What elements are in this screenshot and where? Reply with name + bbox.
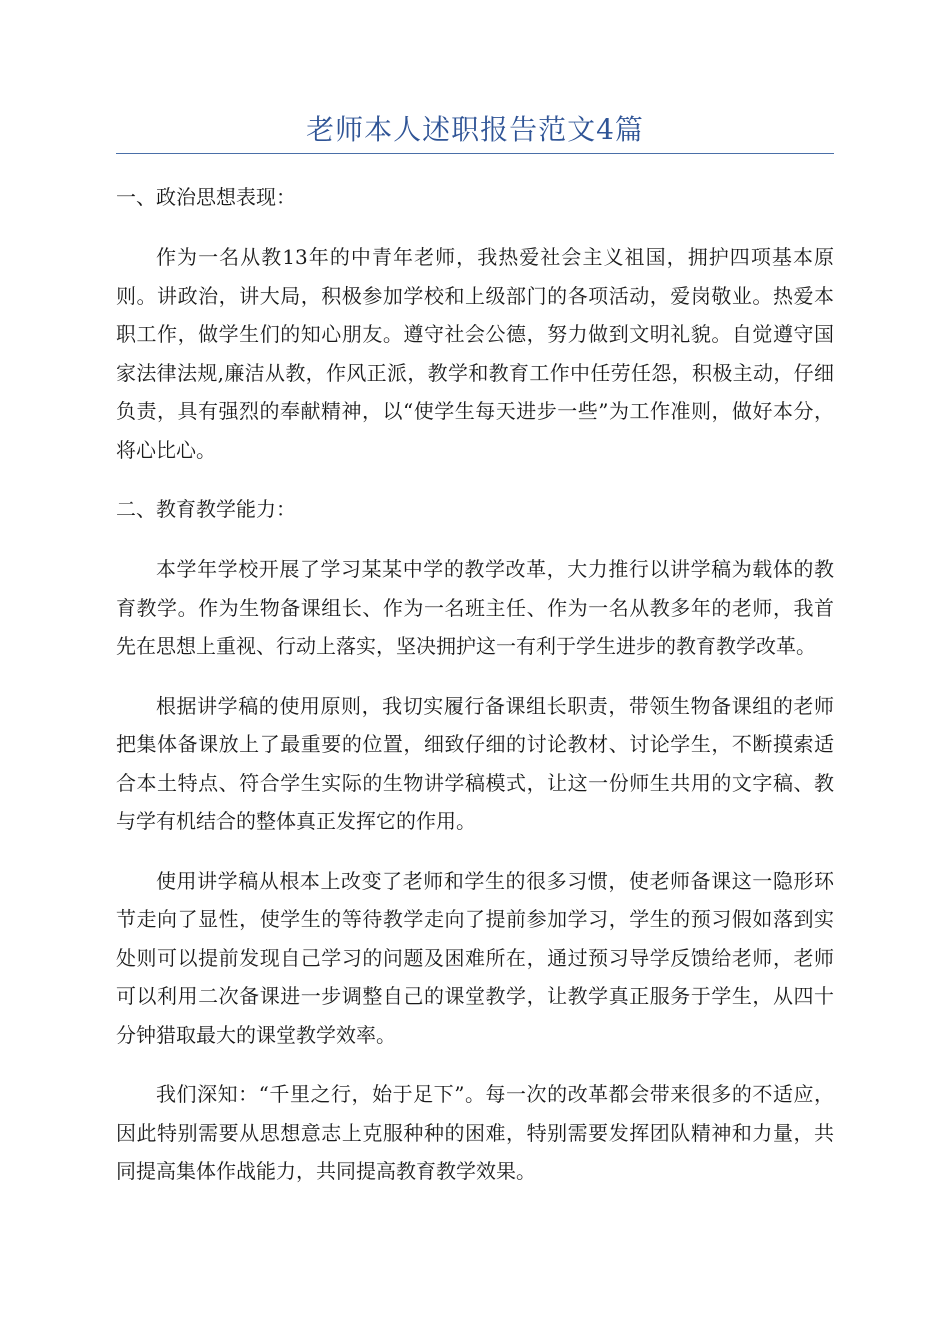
paragraph-teaching-3: 使用讲学稿从根本上改变了老师和学生的很多习惯，使老师备课这一隐形环节走向了显性，使学生的等待教学走向了提前参加学习，学生的预习假如落到实处则可以提前发现自己学习的问题及困难所在，通过预习导学反馈给老师，老师可以利用二次备课进一步调整自己的课堂教学，让教学真正服务于学生，从四十分钟猎取最大的课堂教学效率。 [116, 868, 834, 1047]
section-heading-teaching: 二、教育教学能力： [116, 497, 296, 521]
section-heading-politics: 一、政治思想表现： [116, 185, 296, 209]
title-underline [116, 153, 834, 154]
document-body [116, 178, 834, 1212]
paragraph-teaching-4: 我们深知：“千里之行，始于足下”。每一次的改革都会带来很多的不适应，因此特别需要从思想意志上克服种种的困难，特别需要发挥团队精神和力量，共同提高集体作战能力，共同提高教育教学效果。 [116, 1082, 834, 1183]
paragraph-teaching-1: 本学年学校开展了学习某某中学的教学改革，大力推行以讲学稿为载体的教育教学。作为生物备课组长、作为一名班主任、作为一名从教多年的老师，我首先在思想上重视、行动上落实，坚决拥护这一有利于学生进步的教育教学改革。 [116, 557, 834, 658]
paragraph-politics-1: 作为一名从教13年的中青年老师，我热爱社会主义祖国，拥护四项基本原则。讲政治，讲大局，积极参加学校和上级部门的各项活动，爱岗敬业。热爱本职工作，做学生们的知心朋友。遵守社会公德，努力做到文明礼貌。自觉遵守国家法律法规,廉洁从教，作风正派，教学和教育工作中任劳任怨，积极主动，仔细负责，具有强烈的奉献精神，以“使学生每天进步一些”为工作准则，做好本分，将心比心。 [116, 245, 834, 462]
paragraph-teaching-2: 根据讲学稿的使用原则，我切实履行备课组长职责，带领生物备课组的老师把集体备课放上了最重要的位置，细致仔细的讨论教材、讨论学生，不断摸索适合本土特点、符合学生实际的生物讲学稿模式，让这一份师生共用的文字稿、教与学有机结合的整体真正发挥它的作用。 [116, 693, 834, 833]
document-title: 老师本人述职报告范文4篇 [306, 113, 644, 146]
